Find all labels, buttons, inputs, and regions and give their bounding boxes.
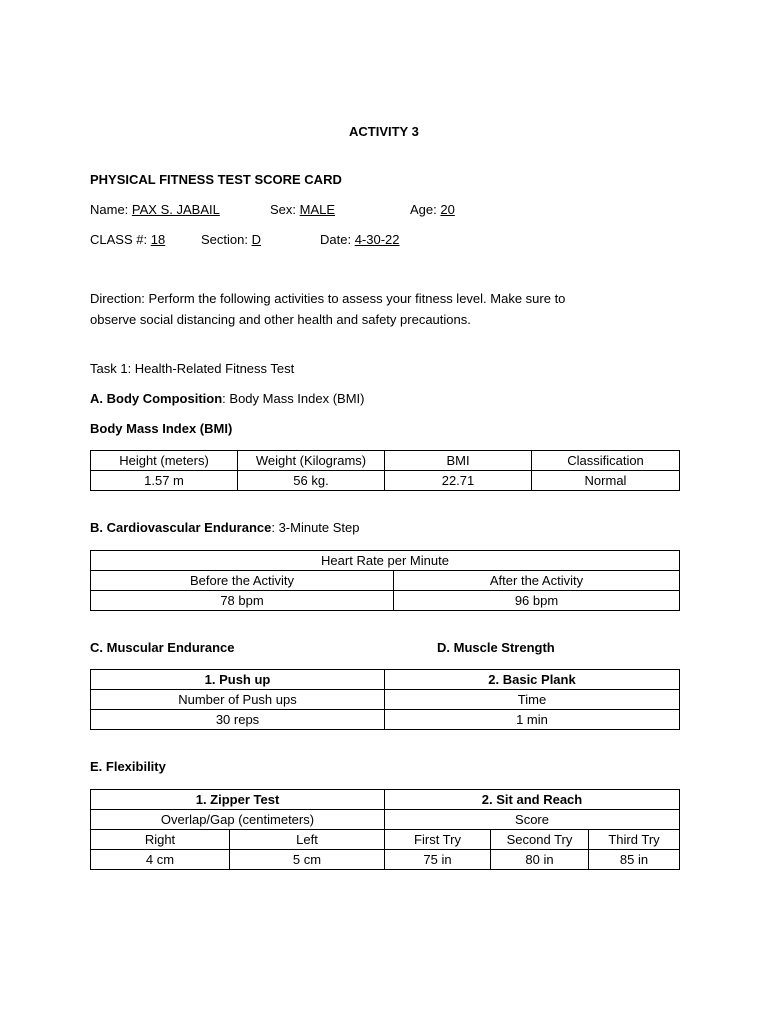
table-subheader: Overlap/Gap (centimeters): [91, 810, 385, 830]
table-row: [91, 571, 680, 591]
muscle-table: [90, 669, 680, 730]
table-header: Before the Activity: [91, 571, 394, 591]
table-cell: 1 min: [385, 710, 680, 730]
table-header: Height (meters): [91, 451, 238, 471]
table-cell: Normal: [532, 471, 680, 491]
table-header: 2. Sit and Reach: [385, 790, 680, 810]
sex-label: Sex:: [270, 202, 297, 217]
name-value: PAX S. JABAIL: [131, 202, 220, 217]
table-cell: 75 in: [385, 850, 491, 870]
table-row: [91, 850, 680, 870]
direction-line-1: Direction: Perform the following activities to assess your fitness level. Make sure to: [90, 291, 566, 306]
table-header: BMI: [385, 451, 532, 471]
section-a-desc: : Body Mass Index (BMI): [222, 391, 365, 406]
table-cell: 4 cm: [91, 850, 230, 870]
table-header: Weight (Kilograms): [238, 451, 385, 471]
section-b-desc: : 3-Minute Step: [271, 520, 360, 535]
table-cell: 85 in: [589, 850, 680, 870]
age-field: [410, 202, 455, 217]
class-value: 18: [150, 232, 166, 247]
table-row: [91, 830, 680, 850]
table-row: [91, 790, 680, 810]
sex-value: MALE: [299, 202, 336, 217]
age-value: 20: [440, 202, 455, 217]
table-header: 2. Basic Plank: [385, 670, 680, 690]
age-label: Age:: [410, 202, 437, 217]
class-label: CLASS #:: [90, 232, 148, 247]
direction-line-2: observe social distancing and other health and safety precautions.: [90, 312, 471, 327]
flexibility-table: [90, 789, 680, 870]
section-c-heading: C. Muscular Endurance: [90, 640, 235, 655]
section-e-heading: E. Flexibility: [90, 759, 166, 774]
table-column-header: First Try: [385, 830, 491, 850]
table-row: [91, 451, 680, 471]
table-column-header: Left: [230, 830, 385, 850]
table-column-header: Third Try: [589, 830, 680, 850]
table-cell: 5 cm: [230, 850, 385, 870]
table-row: [91, 710, 680, 730]
task-heading: Task 1: Health-Related Fitness Test: [90, 361, 295, 376]
table-cell: 22.71: [385, 471, 532, 491]
table-column-header: Right: [91, 830, 230, 850]
bmi-table: [90, 450, 680, 491]
table-row: [91, 810, 680, 830]
section-d-heading: D. Muscle Strength: [437, 640, 555, 655]
sex-field: [270, 202, 335, 217]
table-column-header: Second Try: [491, 830, 589, 850]
activity-title: ACTIVITY 3: [349, 124, 419, 139]
section-a-label: A. Body Composition: [90, 391, 223, 406]
section-value: D: [251, 232, 261, 247]
table-title: Heart Rate per Minute: [91, 551, 680, 571]
table-header: After the Activity: [394, 571, 680, 591]
table-row: [91, 471, 680, 491]
name-label: Name:: [90, 202, 129, 217]
table-row: [91, 670, 680, 690]
table-cell: 56 kg.: [238, 471, 385, 491]
section-field: [201, 232, 261, 247]
class-field: [90, 232, 165, 247]
table-header: Classification: [532, 451, 680, 471]
table-subheader: Number of Push ups: [91, 690, 385, 710]
table-subheader: Time: [385, 690, 680, 710]
date-value: 4-30-22: [354, 232, 400, 247]
table-header: 1. Zipper Test: [91, 790, 385, 810]
table-row: [91, 591, 680, 611]
section-b-heading: [90, 520, 360, 535]
name-field: [90, 202, 220, 217]
card-title: PHYSICAL FITNESS TEST SCORE CARD: [90, 172, 342, 187]
section-a-heading: [90, 391, 365, 406]
table-header: 1. Push up: [91, 670, 385, 690]
date-label: Date:: [320, 232, 352, 247]
date-field: [320, 232, 400, 247]
table-subheader: Score: [385, 810, 680, 830]
table-cell: 1.57 m: [91, 471, 238, 491]
table-row: [91, 551, 680, 571]
bmi-heading: Body Mass Index (BMI): [90, 421, 233, 436]
table-cell: 96 bpm: [394, 591, 680, 611]
table-cell: 78 bpm: [91, 591, 394, 611]
table-row: [91, 690, 680, 710]
section-b-label: B. Cardiovascular Endurance: [90, 520, 272, 535]
table-cell: 80 in: [491, 850, 589, 870]
table-cell: 30 reps: [91, 710, 385, 730]
section-label: Section:: [201, 232, 248, 247]
heart-rate-table: [90, 550, 680, 611]
